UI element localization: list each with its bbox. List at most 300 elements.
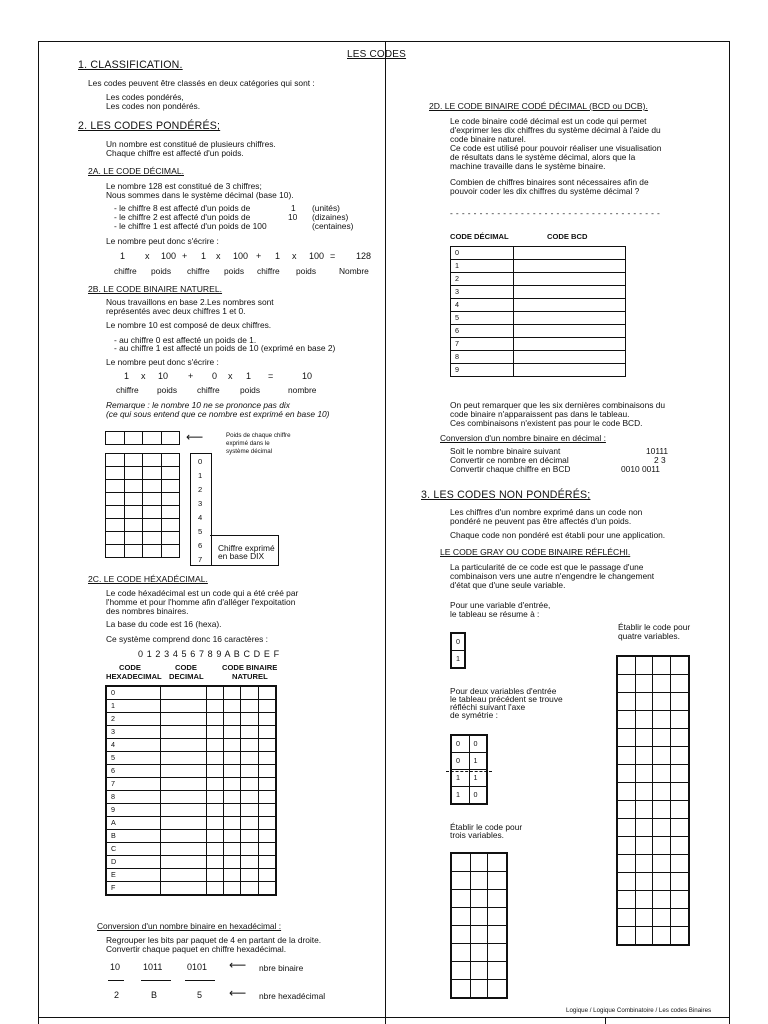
s2d-remark-line: code binaire n'apparaissent pas dans le tableau. — [450, 409, 630, 419]
table-cell: 5 — [451, 312, 514, 325]
s2b-remark: (ce qui sous entend que ce nombre est exprimé en base 10) — [106, 409, 330, 419]
table-row — [451, 633, 465, 651]
table-cell — [143, 480, 162, 493]
eq-term: 1 — [124, 371, 130, 381]
table-cell — [206, 817, 223, 830]
table-cell — [617, 675, 636, 693]
s2c-text: La base du code est 16 (hexa). — [106, 619, 222, 629]
hex-label: nbre hexadécimal — [259, 991, 326, 1001]
hex-group: B — [151, 990, 158, 1000]
eq-term: 100 — [161, 251, 177, 261]
table-cell — [670, 855, 689, 873]
table-row — [106, 830, 276, 843]
table-cell — [617, 891, 636, 909]
table-cell — [241, 856, 258, 869]
table-row — [106, 506, 180, 519]
table-cell — [470, 944, 488, 962]
table-cell — [617, 801, 636, 819]
eq-label: poids — [157, 385, 178, 395]
one-var-table — [450, 632, 466, 669]
table-cell — [451, 926, 470, 944]
table-cell — [241, 765, 258, 778]
table-cell — [670, 711, 689, 729]
table-row — [106, 467, 180, 480]
table-cell — [241, 817, 258, 830]
table-cell — [161, 532, 180, 545]
table-cell — [258, 765, 276, 778]
digit-note: en base DIX — [218, 551, 265, 561]
table-cell — [206, 843, 223, 856]
eq-term: x — [228, 371, 233, 381]
table-cell — [206, 830, 223, 843]
table-cell — [514, 312, 626, 325]
table-cell — [653, 783, 670, 801]
table-cell — [241, 686, 258, 700]
table-cell — [514, 338, 626, 351]
conv-row-label: Convertir ce nombre en décimal — [450, 455, 569, 465]
table-row — [106, 686, 276, 700]
table-row — [106, 713, 276, 726]
page-title: LES CODES — [347, 49, 407, 60]
s2b-text: Nous travaillons en base 2.Les nombres sont — [106, 297, 274, 307]
eq-term: 128 — [356, 251, 372, 261]
table-cell — [451, 853, 470, 872]
table-row — [617, 855, 689, 873]
table-cell — [206, 700, 223, 713]
s2d-text: Ce code est utilisé pour pouvoir réaliser une visualisation — [450, 143, 662, 153]
hex-col-header: HEXADECIMAL — [106, 672, 162, 681]
three-var-grid — [450, 852, 508, 999]
s2c-conv-heading: Conversion d'un nombre binaire en hexadécimal : — [97, 921, 282, 931]
table-cell — [160, 804, 206, 817]
table-row — [451, 735, 487, 753]
table-cell: 3 — [106, 726, 160, 739]
table-cell — [161, 480, 180, 493]
table-cell — [258, 817, 276, 830]
table-cell — [223, 739, 240, 752]
table-cell — [617, 693, 636, 711]
table-cell — [670, 656, 689, 675]
table-cell — [223, 686, 240, 700]
table-cell — [653, 765, 670, 783]
table-cell — [241, 791, 258, 804]
eq-label: Nombre — [339, 266, 369, 276]
table-cell — [223, 726, 240, 739]
bin-group: 1011 — [143, 962, 163, 972]
table-row — [451, 273, 626, 286]
table-cell — [451, 908, 470, 926]
eq-term: 10 — [158, 371, 169, 381]
table-cell: 0 — [469, 787, 487, 805]
arrow-left-icon: ⟵ — [229, 986, 247, 1000]
digit: 7 — [198, 555, 203, 564]
table-cell — [258, 830, 276, 843]
eq-term: x — [292, 251, 297, 261]
s2d-question: Combien de chiffres binaires sont nécessaires afin de — [450, 177, 649, 187]
table-cell — [106, 532, 125, 545]
table-cell — [488, 890, 507, 908]
table-row — [106, 869, 276, 882]
table-cell — [160, 739, 206, 752]
table-cell — [258, 713, 276, 726]
s2d-dashes: - - - - - - - - - - - - - - - - - - - - - - - - - - - - - - - - - - - - — [450, 208, 661, 218]
table-cell — [258, 882, 276, 896]
table-cell — [143, 519, 162, 532]
hex-col-header: CODE — [119, 663, 141, 672]
table-cell — [488, 853, 507, 872]
table-cell: E — [106, 869, 160, 882]
table-cell — [223, 817, 240, 830]
table-cell — [636, 656, 653, 675]
table-row — [617, 891, 689, 909]
s2a-text: Le nombre peut donc s'écrire : — [106, 236, 219, 246]
table-cell — [470, 853, 488, 872]
table-cell — [241, 713, 258, 726]
table-cell — [617, 765, 636, 783]
eq-term: 100 — [233, 251, 249, 261]
arrow-left-icon: ⟵ — [229, 958, 247, 972]
table-row — [451, 338, 626, 351]
table-row — [106, 882, 276, 896]
table-cell: 1 — [451, 770, 469, 787]
s2d-text: de résultats dans le système décimal, alors que la — [450, 152, 636, 162]
table-cell — [636, 801, 653, 819]
table-cell: C — [106, 843, 160, 856]
table-cell — [143, 467, 162, 480]
table-cell — [106, 519, 125, 532]
table-cell — [636, 747, 653, 765]
symmetry-axis — [446, 771, 492, 772]
s3-text: Chaque code non pondéré est établi pour une application. — [450, 530, 666, 540]
s2d-text: code binaire naturel. — [450, 134, 526, 144]
table-cell — [124, 493, 143, 506]
table-cell — [206, 869, 223, 882]
weights-note: système décimal — [226, 448, 273, 455]
table-row — [451, 299, 626, 312]
s2-line: Chaque chiffre est affecté d'un poids. — [106, 148, 244, 158]
table-row — [617, 675, 689, 693]
table-cell — [223, 856, 240, 869]
three-var-text: trois variables. — [450, 830, 504, 840]
binary-grid — [105, 453, 180, 558]
table-cell — [160, 752, 206, 765]
table-cell — [106, 545, 125, 558]
table-cell: 0 — [106, 686, 160, 700]
table-row — [106, 856, 276, 869]
eq-term: + — [188, 371, 194, 381]
table-row — [617, 765, 689, 783]
table-cell — [223, 700, 240, 713]
s2d-text: machine travaille dans le système binaire. — [450, 161, 606, 171]
table-cell — [653, 819, 670, 837]
table-cell — [488, 926, 507, 944]
table-cell — [670, 873, 689, 891]
eq-label: chiffre — [116, 385, 139, 395]
table-cell — [653, 711, 670, 729]
eq-term: x — [141, 371, 146, 381]
eq-label: poids — [296, 266, 317, 276]
table-cell — [451, 944, 470, 962]
eq-term: 0 — [212, 371, 218, 381]
table-row — [106, 804, 276, 817]
table-cell — [124, 545, 143, 558]
table-cell — [160, 686, 206, 700]
table-cell — [636, 729, 653, 747]
table-cell: 6 — [106, 765, 160, 778]
table-row — [106, 454, 180, 467]
table-cell — [636, 873, 653, 891]
table-cell — [258, 804, 276, 817]
eq-term: = — [268, 371, 274, 381]
table-cell — [241, 752, 258, 765]
table-row — [451, 890, 507, 908]
table-row — [451, 247, 626, 260]
table-cell — [258, 752, 276, 765]
s1-item: Les codes non pondérés. — [106, 101, 201, 111]
table-cell — [617, 837, 636, 855]
digit: 3 — [198, 499, 203, 508]
table-cell — [617, 711, 636, 729]
table-row — [106, 493, 180, 506]
table-cell — [161, 506, 180, 519]
table-row — [451, 872, 507, 890]
table-row — [106, 791, 276, 804]
table-cell — [670, 729, 689, 747]
weights-note: Poids de chaque chiffre — [226, 432, 291, 439]
table-cell — [670, 801, 689, 819]
table-cell: 6 — [451, 325, 514, 338]
four-var-grid — [616, 655, 690, 946]
digit: 6 — [198, 541, 203, 550]
table-cell — [124, 467, 143, 480]
bcd-col-header: CODE BCD — [547, 232, 588, 241]
table-cell — [258, 739, 276, 752]
bcd-col-header: CODE DÉCIMAL — [450, 232, 509, 241]
weights-box — [105, 431, 180, 445]
table-row — [617, 656, 689, 675]
s2b-text: Le nombre peut donc s'écrire : — [106, 357, 219, 367]
table-row — [106, 700, 276, 713]
table-cell — [223, 752, 240, 765]
one-var-text: le tableau se résume à : — [450, 609, 540, 619]
eq-term: 10 — [302, 371, 313, 381]
table-cell — [514, 325, 626, 338]
table-cell — [653, 855, 670, 873]
table-row — [617, 711, 689, 729]
two-var-text: réfléchi suivant l'axe — [450, 702, 526, 712]
table-cell: B — [106, 830, 160, 843]
s2d-heading: 2D. LE CODE BINAIRE CODÉ DÉCIMAL (BCD ou DCB). — [429, 101, 648, 111]
table-cell — [470, 890, 488, 908]
table-cell: D — [106, 856, 160, 869]
two-var-text: de symétrie : — [450, 710, 498, 720]
table-cell — [636, 711, 653, 729]
table-row — [617, 729, 689, 747]
table-cell — [258, 700, 276, 713]
dec-col-header: CODE — [175, 663, 197, 672]
table-row — [451, 980, 507, 999]
s3-text: pondéré ne peuvent pas être affectés d'un poids. — [450, 516, 632, 526]
table-cell — [106, 506, 125, 519]
eq-term: 1 — [246, 371, 252, 381]
table-row — [617, 837, 689, 855]
footer-rule — [38, 1017, 730, 1018]
table-cell — [451, 872, 470, 890]
digit: 4 — [198, 513, 203, 522]
table-cell: 1 — [469, 753, 487, 770]
gray-text: La particularité de ce code est que le passage d'une — [450, 562, 644, 572]
s2c-conv-line: Regrouper les bits par paquet de 4 en partant de la droite. — [106, 935, 322, 945]
group-underline — [108, 980, 124, 981]
table-cell — [653, 729, 670, 747]
s2a-row-note: (dizaines) — [312, 212, 349, 222]
s2d-text: d'exprimer les dix chiffres du système décimal à l'aide du — [450, 125, 661, 135]
s2a-row-note: (unités) — [312, 203, 340, 213]
table-cell — [241, 843, 258, 856]
table-cell — [670, 765, 689, 783]
table-cell — [241, 700, 258, 713]
table-row — [451, 770, 487, 787]
table-cell — [124, 454, 143, 467]
table-cell — [241, 882, 258, 896]
table-row — [617, 909, 689, 927]
table-row — [451, 351, 626, 364]
table-cell: 3 — [451, 286, 514, 299]
s3-text: Les chiffres d'un nombre exprimé dans un code non — [450, 507, 643, 517]
table-row — [617, 747, 689, 765]
table-row — [451, 908, 507, 926]
table-cell — [160, 882, 206, 896]
table-cell — [223, 869, 240, 882]
table-cell — [451, 980, 470, 999]
table-cell — [206, 686, 223, 700]
table-cell — [160, 765, 206, 778]
bcd-table — [450, 246, 626, 377]
table-cell — [223, 804, 240, 817]
footer-text: Logique / Logique Combinatoire / Les codes Binaires — [566, 1007, 712, 1014]
table-cell — [670, 837, 689, 855]
s2c-text: des nombres binaires. — [106, 606, 189, 616]
table-cell — [451, 962, 470, 980]
gray-text: combinaison vers une autre n'engendre le changement — [450, 571, 655, 581]
table-cell — [241, 778, 258, 791]
two-var-text: le tableau précédent se trouve — [450, 694, 563, 704]
table-row — [106, 817, 276, 830]
table-cell — [514, 260, 626, 273]
table-cell: A — [106, 817, 160, 830]
table-cell: 8 — [106, 791, 160, 804]
table-cell — [161, 454, 180, 467]
table-cell — [653, 891, 670, 909]
table-cell — [206, 739, 223, 752]
s2c-text: Ce système comprend donc 16 caractères : — [106, 634, 268, 644]
table-cell: 1 — [451, 651, 465, 669]
table-cell — [206, 804, 223, 817]
four-var-text: quatre variables. — [618, 631, 680, 641]
table-cell: 0 — [451, 247, 514, 260]
arrow-left-icon: ⟵ — [186, 430, 204, 444]
table-cell — [488, 962, 507, 980]
eq-label: chiffre — [114, 266, 137, 276]
conv-row-value: 2 3 — [654, 455, 666, 465]
table-cell — [106, 493, 125, 506]
s2b-remark: Remarque : le nombre 10 ne se prononce pas dix — [106, 400, 290, 410]
s2b-bullet: - au chiffre 1 est affecté un poids de 10 (exprimé en base 2) — [114, 343, 336, 353]
hex-group: 2 — [114, 990, 120, 1000]
table-row — [106, 726, 276, 739]
table-cell — [258, 778, 276, 791]
column-divider — [385, 41, 386, 1024]
dec-col-header: DECIMAL — [169, 672, 204, 681]
two-var-text: Pour deux variables d'entrée — [450, 686, 557, 696]
group-underline — [185, 980, 215, 981]
bin-group: 10 — [110, 962, 121, 972]
table-cell — [636, 891, 653, 909]
table-cell — [124, 480, 143, 493]
s2-heading: 2. LES CODES PONDÉRÉS; — [78, 120, 221, 132]
table-cell — [160, 856, 206, 869]
table-cell — [653, 801, 670, 819]
table-cell — [258, 843, 276, 856]
table-cell — [514, 273, 626, 286]
table-cell — [653, 747, 670, 765]
table-cell — [653, 837, 670, 855]
s2a-row-val: 10 — [288, 212, 298, 222]
table-cell — [670, 747, 689, 765]
table-cell — [451, 890, 470, 908]
table-cell — [143, 545, 162, 558]
table-cell — [241, 869, 258, 882]
s1-item: Les codes pondérés, — [106, 92, 184, 102]
table-cell — [617, 819, 636, 837]
eq-term: 100 — [309, 251, 325, 261]
table-cell — [636, 783, 653, 801]
table-row — [451, 962, 507, 980]
eq-term: + — [182, 251, 188, 261]
table-cell — [636, 837, 653, 855]
bin-col-header: CODE BINAIRE — [222, 663, 278, 672]
table-cell — [670, 693, 689, 711]
table-cell — [653, 675, 670, 693]
group-underline — [141, 980, 171, 981]
table-cell — [106, 480, 125, 493]
table-row — [451, 651, 465, 669]
s2d-remark-line: Ces combinaisons n'existent pas pour le code BCD. — [450, 418, 643, 428]
eq-label: poids — [240, 385, 261, 395]
table-cell — [124, 506, 143, 519]
table-cell — [653, 693, 670, 711]
table-row — [106, 765, 276, 778]
table-cell — [636, 927, 653, 946]
s2-line: Un nombre est constitué de plusieurs chiffres. — [106, 139, 276, 149]
frame-left — [38, 41, 39, 1024]
bin-group: 0101 — [187, 962, 208, 972]
table-cell — [636, 819, 653, 837]
table-cell — [206, 882, 223, 896]
table-row — [617, 873, 689, 891]
s2a-row: - le chiffre 2 est affecté d'un poids de — [114, 212, 251, 222]
table-cell — [514, 351, 626, 364]
table-cell — [241, 739, 258, 752]
table-cell — [514, 299, 626, 312]
eq-label: chiffre — [197, 385, 220, 395]
table-cell — [106, 454, 125, 467]
table-cell — [514, 247, 626, 260]
table-cell — [653, 873, 670, 891]
eq-term: 1 — [275, 251, 281, 261]
eq-label: chiffre — [257, 266, 280, 276]
table-row — [617, 783, 689, 801]
